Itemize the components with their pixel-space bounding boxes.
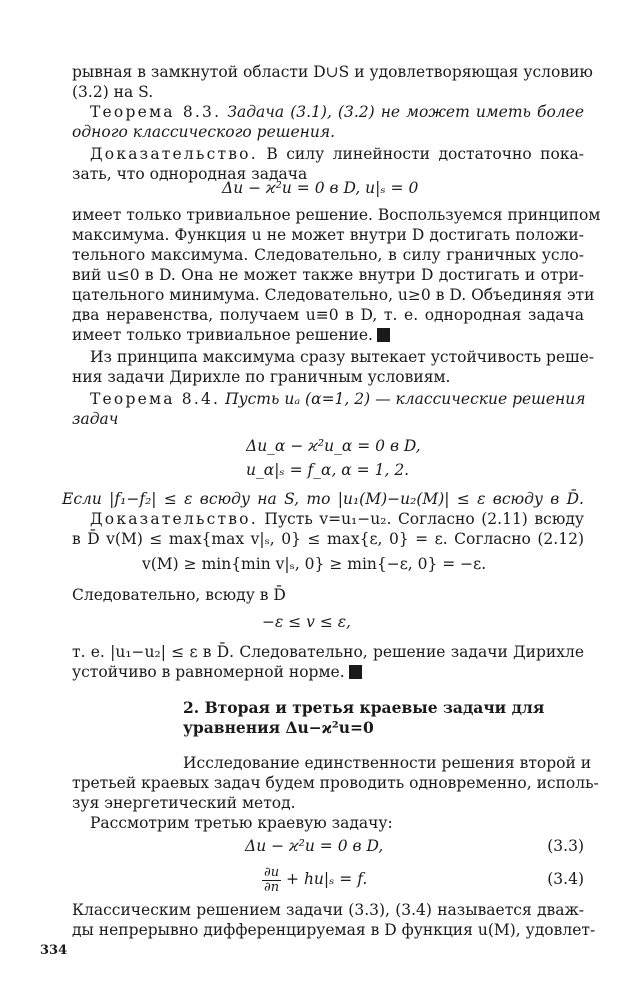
text-line: цательного минимума. Следовательно, u≥0 в D. Объединяя эти [72, 286, 595, 304]
theorem-text: Задача (3.1), (3.2) не может иметь более [227, 103, 585, 121]
proof-text: Пусть v=u₁−u₂. Согласно (2.11) всюду [264, 510, 584, 528]
fraction-numerator: ∂u [264, 864, 280, 880]
proof-start [90, 509, 584, 529]
qed-square [377, 328, 390, 342]
text-line: зать, что однородная задача [72, 165, 308, 183]
text-span: имеет только тривиальное решение. [72, 326, 373, 344]
section-heading: 2. Вторая и третья краевые задачи для [183, 698, 545, 717]
equation: v(M) ≥ min{min v|ₛ, 0} ≥ min{−ε, 0} = −ε. [142, 555, 487, 573]
theorem-text: задач [72, 410, 119, 428]
fraction-denominator: ∂n [264, 879, 280, 895]
equation: Δu − ϰ²u = 0 в D, u|ₛ = 0 [222, 179, 419, 197]
theorem-8-4 [90, 389, 584, 409]
text-line: т. е. |u₁−u₂| ≤ ε в D̄. Следовательно, решение задачи Дирихле [72, 643, 584, 661]
equation-number: (3.4) [547, 870, 584, 888]
proof-heading: Доказательство. [90, 145, 258, 163]
equation: Δu − ϰ²u = 0 в D, [245, 837, 384, 855]
text-line: ния задачи Дирихле по граничным условиям. [72, 368, 451, 386]
page-number: 334 [40, 943, 68, 958]
text-line: третьей краевых задач будем проводить одновременно, исполь- [72, 774, 599, 792]
theorem-heading: Теорема 8.3. [90, 103, 222, 121]
equation: −ε ≤ v ≤ ε, [262, 613, 351, 631]
proof-start [90, 144, 584, 164]
equation [262, 863, 367, 895]
text-line: имеет только тривиальное решение. Воспользуемся принципом [72, 206, 601, 224]
text-line: рывная в замкнутой области D∪S и удовлетворяющая условию [72, 63, 593, 81]
theorem-8-3 [90, 102, 584, 122]
text-line: зуя энергетический метод. [72, 794, 296, 812]
proof-text: В силу линейности достаточно пока- [266, 145, 584, 163]
theorem-condition: Если |f₁−f₂| ≤ ε всюду на S, то |u₁(M)−u₂(M)| ≤ ε всюду в D̄. [62, 490, 584, 508]
text-line [72, 662, 584, 682]
text-span: устойчиво в равномерной норме. [72, 663, 345, 681]
text-line: тельного максимума. Следовательно, в силу граничных усло- [72, 246, 584, 264]
text-line [72, 325, 584, 345]
theorem-text: Пусть uₐ (α=1, 2) — классические решения [225, 390, 586, 408]
text-line: (3.2) на S. [72, 83, 154, 101]
equation-rest: + hu|ₛ = f. [281, 870, 368, 888]
proof-heading: Доказательство. [90, 510, 258, 528]
text-line: максимума. Функция u не может внутри D достигать положи- [72, 226, 584, 244]
equation: u_α|ₛ = f_α, α = 1, 2. [246, 461, 410, 479]
text-line: вий u≤0 в D. Она не может также внутри D достигать и отри- [72, 266, 584, 284]
equation: Δu_α − ϰ²u_α = 0 в D, [246, 437, 421, 455]
text-line: в D̄ v(M) ≤ max{max v|ₛ, 0} ≤ max{ε, 0} = ε. Согласно (2.12) [72, 530, 584, 548]
text-line: Исследование единственности решения второй и [183, 754, 592, 772]
section-heading: уравнения Δu−ϰ²u=0 [183, 718, 374, 737]
text-line: Классическим решением задачи (3.3), (3.4) называется дваж- [72, 901, 584, 919]
text-line: два неравенства, получаем u≡0 в D, т. е. однородная задача [72, 306, 584, 324]
theorem-text: одного классического решения. [72, 123, 336, 141]
equation-number: (3.3) [547, 837, 584, 855]
text-line: Следовательно, всюду в D̄ [72, 586, 286, 604]
text-line: ды непрерывно дифференцируемая в D функция u(M), удовлет- [72, 921, 596, 939]
theorem-heading: Теорема 8.4. [90, 390, 221, 408]
qed-square [349, 665, 362, 679]
fraction [262, 866, 281, 895]
text-line: Из принципа максимума сразу вытекает устойчивость реше- [90, 348, 594, 366]
text-line: Рассмотрим третью краевую задачу: [90, 814, 393, 832]
